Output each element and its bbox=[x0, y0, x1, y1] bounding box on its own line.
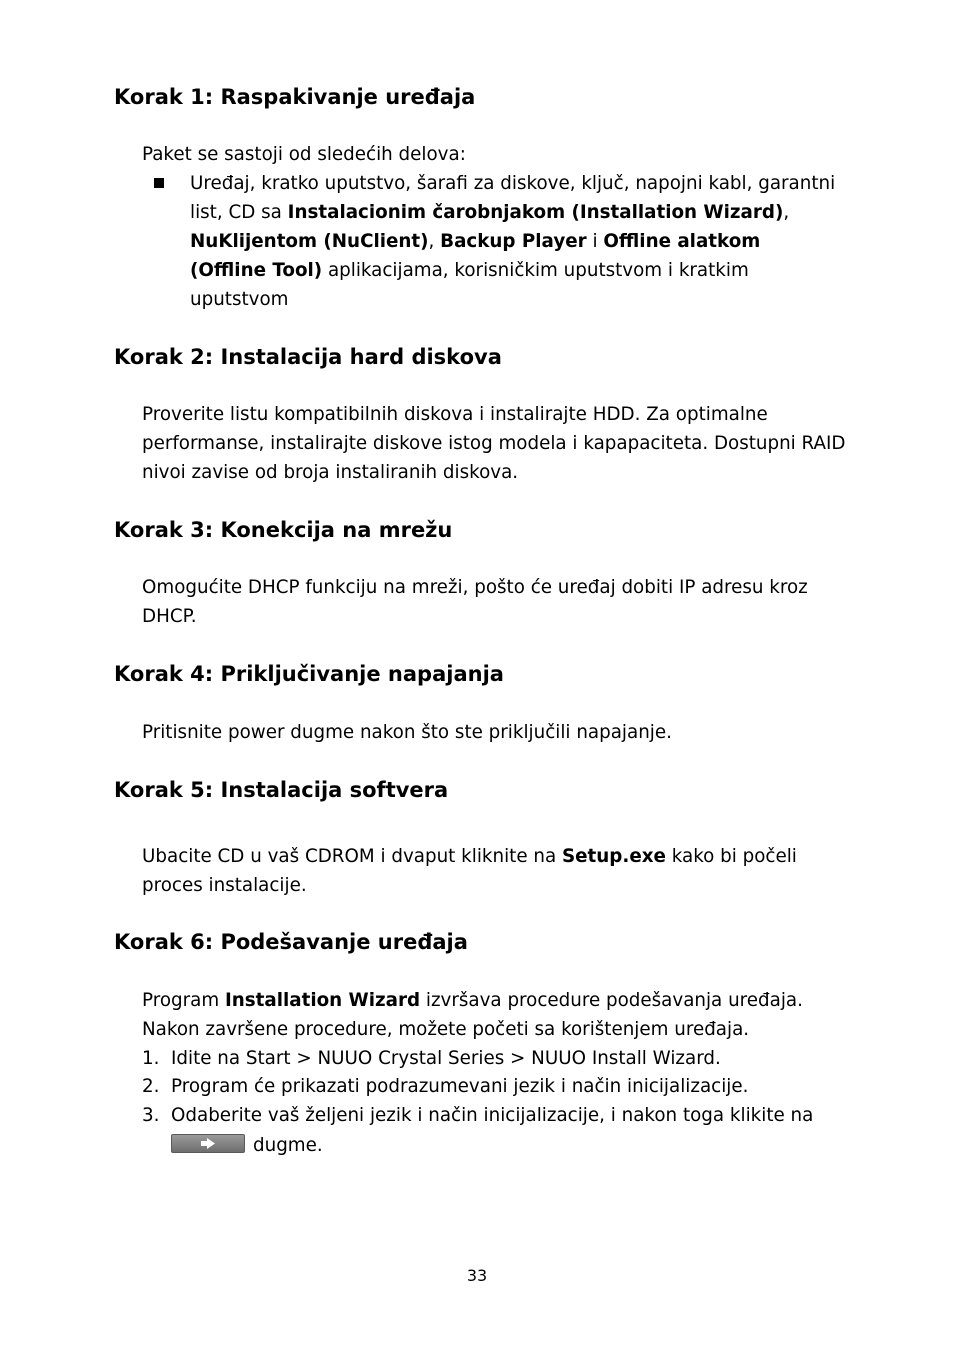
bullet-text-part: Uređaj, kratko uputstvo, šarafi za diskove, ključ, napojni kabl, garantni list, CD sa bbox=[190, 173, 836, 223]
installation-wizard-name: Installation Wizard bbox=[224, 990, 421, 1011]
step-6-text: Program bbox=[142, 990, 225, 1011]
square-bullet-icon bbox=[154, 178, 164, 188]
step-6-heading: Korak 6: Podešavanje uređaja bbox=[114, 930, 468, 954]
step-5-body bbox=[142, 842, 862, 900]
step-1-intro: Paket se sastoji od sledećih delova: bbox=[142, 144, 466, 165]
step-3-heading: Korak 3: Konekcija na mrežu bbox=[114, 518, 453, 542]
list-item-suffix: dugme. bbox=[253, 1135, 323, 1156]
list-item-text: Odaberite vaš željeni jezik i način inicijalizacije, i nakon toga klikite na bbox=[171, 1105, 814, 1126]
bullet-text-part: i bbox=[586, 231, 604, 252]
step-2-heading: Korak 2: Instalacija hard diskova bbox=[114, 345, 502, 369]
step-5-heading: Korak 5: Instalacija softvera bbox=[114, 778, 449, 802]
nuclient-name: NuKlijentom (NuClient) bbox=[190, 231, 429, 252]
step-3-body: Omogućite DHCP funkciju na mreži, pošto će uređaj dobiti IP adresu kroz DHCP. bbox=[142, 577, 808, 627]
step-4-heading: Korak 4: Priključivanje napajanja bbox=[114, 662, 504, 686]
list-item-text: Idite na Start > NUUO Crystal Series > NUUO Install Wizard. bbox=[171, 1048, 721, 1069]
step-2-body: Proverite listu kompatibilnih diskova i instalirajte HDD. Za optimalne performanse, instalirajte diskove istog modela i kapapaciteta. Dostupni RAID nivoi zavise od broja instaliranih diskova. bbox=[142, 404, 846, 483]
page-number: 33 bbox=[466, 1266, 488, 1285]
list-item-number: 3. bbox=[142, 1105, 160, 1126]
step-5-text: Ubacite CD u vaš CDROM i dvaput kliknite na bbox=[142, 846, 562, 867]
list-item-number: 2. bbox=[142, 1076, 160, 1097]
offline-tool-name: Offline alatkom (Offline Tool) bbox=[190, 231, 761, 281]
step-5-text: kako bi počeli proces instalacije. bbox=[142, 846, 797, 896]
bullet-text-part: , bbox=[783, 202, 790, 223]
bullet-text-part: , bbox=[428, 231, 441, 252]
installation-wizard-name: Instalacionim čarobnjakom (Installation Wizard) bbox=[287, 202, 784, 223]
step-1-heading: Korak 1: Raspakivanje uređaja bbox=[114, 85, 476, 109]
step-6-text: izvršava procedure podešavanja uređaja. Nakon završene procedure, možete početi sa korištenjem uređaja. bbox=[142, 990, 803, 1040]
step-4-body: Pritisnite power dugme nakon što ste priključili napajanje. bbox=[142, 722, 672, 743]
next-arrow-button-image bbox=[171, 1134, 245, 1153]
list-item-text: Program će prikazati podrazumevani jezik i način inicijalizacije. bbox=[171, 1076, 749, 1097]
setup-exe-name: Setup.exe bbox=[561, 846, 666, 867]
step-6-body bbox=[142, 986, 862, 1044]
right-arrow-icon bbox=[201, 1138, 215, 1149]
list-item-text bbox=[171, 1131, 861, 1160]
backup-player-name: Backup Player bbox=[440, 231, 587, 252]
step-1-bullet-text bbox=[190, 169, 840, 314]
list-item-number: 1. bbox=[142, 1048, 160, 1069]
bullet-text-part: aplikacijama, korisničkim uputstvom i kratkim uputstvom bbox=[190, 260, 749, 310]
